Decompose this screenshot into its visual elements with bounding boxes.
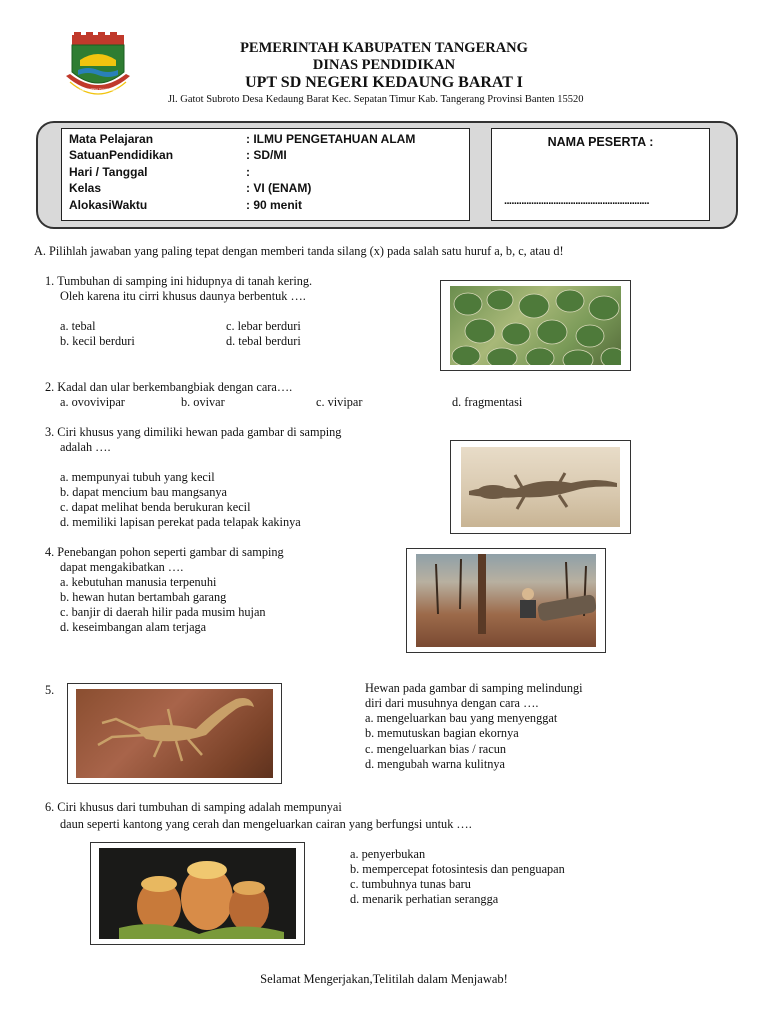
q1-option-a[interactable]: a. tebal	[60, 319, 96, 333]
q2-option-a[interactable]: a. ovovivipar	[60, 395, 125, 409]
cactus-photo-frame	[440, 280, 631, 371]
info-row	[62, 131, 469, 147]
q5-option-c[interactable]: c. mengeluarkan bias / racun	[365, 742, 507, 756]
info-row	[62, 197, 469, 213]
question-5-text: Hewan pada gambar di samping melindungi	[365, 681, 583, 695]
question-3-text: 3. Ciri khusus yang dimiliki hewan pada gambar di samping	[45, 425, 342, 439]
q1-option-d[interactable]: d. tebal berduri	[226, 334, 301, 348]
q3-option-c[interactable]: c. dapat melihat benda berukuran kecil	[60, 500, 251, 514]
question-1-text: 1. Tumbuhan di samping ini hidupnya di tanah kering.	[45, 274, 313, 288]
q4-option-c[interactable]: c. banjir di daerah hilir pada musim hujan	[60, 605, 266, 619]
info-value: : SD/MI	[246, 148, 287, 162]
q4-option-b[interactable]: b. hewan hutan bertambah garang	[60, 590, 227, 604]
q3-option-a[interactable]: a. mempunyai tubuh yang kecil	[60, 470, 215, 484]
gecko-image-icon	[461, 447, 620, 527]
logo-text: KABUPATEN TANGERANG	[77, 88, 121, 92]
info-label: SatuanPendidikan	[69, 148, 174, 162]
q1-option-b[interactable]: b. kecil berduri	[60, 334, 135, 348]
q2-option-c[interactable]: c. vivipar	[316, 395, 363, 409]
question-5-number: 5.	[45, 683, 55, 697]
q6-option-a[interactable]: a. penyerbukan	[350, 847, 426, 861]
participant-name-field[interactable]: ...........................................................	[504, 195, 649, 207]
subject-info-box	[61, 128, 470, 221]
question-3-text-cont: adalah ….	[60, 440, 111, 454]
participant-name-title: NAMA PESERTA :	[547, 135, 654, 149]
question-5-text-cont: diri dari musuhnya dengan cara ….	[365, 696, 539, 710]
info-label: Hari / Tanggal	[69, 165, 148, 179]
q5-option-d[interactable]: d. mengubah warna kulitnya	[365, 757, 506, 771]
header-line-1: PEMERINTAH KABUPATEN TANGERANG	[240, 40, 528, 56]
pitcher-plant-photo-frame	[90, 842, 305, 945]
info-value: : ILMU PENGETAHUAN ALAM	[246, 132, 416, 146]
scorpion-photo	[76, 689, 273, 778]
instruction-text: A. Pilihlah jawaban yang paling tepat dengan memberi tanda silang (x) pada salah satu huruf a, b, c, atau d!	[34, 244, 564, 258]
header-line-3: UPT SD NEGERI KEDAUNG BARAT I	[245, 74, 523, 91]
scorpion-image-icon	[76, 689, 273, 778]
q6-option-c[interactable]: c. tumbuhnya tunas baru	[350, 877, 471, 891]
logging-photo-frame	[406, 548, 606, 653]
info-row	[62, 164, 469, 180]
info-row	[62, 147, 469, 163]
info-value: : 90 menit	[246, 198, 303, 212]
q1-option-c[interactable]: c. lebar berduri	[226, 319, 301, 333]
info-label: Mata Pelajaran	[69, 132, 154, 146]
cactus-photo	[450, 286, 621, 365]
q4-option-a[interactable]: a. kebutuhan manusia terpenuhi	[60, 575, 217, 589]
info-label: Kelas	[69, 181, 102, 195]
q5-option-a[interactable]: a. mengeluarkan bau yang menyenggat	[365, 711, 558, 725]
question-4-text: 4. Penebangan pohon seperti gambar di samping	[45, 545, 284, 559]
info-row	[62, 180, 469, 196]
gecko-photo-frame	[450, 440, 631, 534]
scorpion-photo-frame	[67, 683, 282, 784]
pitcher-plant-photo	[99, 848, 296, 939]
q3-option-d[interactable]: d. memiliki lapisan perekat pada telapak kakinya	[60, 515, 301, 529]
question-6-text-cont: daun seperti kantong yang cerah dan mengeluarkan cairan yang berfungsi untuk ….	[60, 817, 472, 831]
q2-option-d[interactable]: d. fragmentasi	[452, 395, 523, 409]
cactus-image-icon	[450, 286, 621, 365]
logging-image-icon	[416, 554, 596, 647]
participant-name-box	[491, 128, 710, 221]
question-2-text: 2. Kadal dan ular berkembangbiak dengan cara….	[45, 380, 293, 394]
q3-option-b[interactable]: b. dapat mencium bau mangsanya	[60, 485, 227, 499]
header-line-2: DINAS PENDIDIKAN	[312, 57, 456, 73]
logging-photo	[416, 554, 596, 647]
gecko-photo	[461, 447, 620, 527]
pitcher-plant-image-icon	[99, 848, 296, 939]
question-6-text: 6. Ciri khusus dari tumbuhan di samping adalah mempunyai	[45, 800, 342, 814]
q2-option-b[interactable]: b. ovivar	[181, 395, 225, 409]
q6-option-d[interactable]: d. menarik perhatian serangga	[350, 892, 499, 906]
q4-option-d[interactable]: d. keseimbangan alam terjaga	[60, 620, 207, 634]
info-label: AlokasiWaktu	[69, 198, 148, 212]
question-4-text-cont: dapat mengakibatkan ….	[60, 560, 184, 574]
info-value: : VI (ENAM)	[246, 181, 312, 195]
info-value: :	[246, 165, 250, 179]
q6-option-b[interactable]: b. mempercepat fotosintesis dan penguapan	[350, 862, 565, 876]
q5-option-b[interactable]: b. memutuskan bagian ekornya	[365, 726, 519, 740]
footer-message: Selamat Mengerjakan,Telitilah dalam Menjawab!	[260, 972, 508, 986]
question-1-text-cont: Oleh karena itu cirri khusus daunya berbentuk ….	[60, 289, 306, 303]
header-address: Jl. Gatot Subroto Desa Kedaung Barat Kec. Sepatan Timur Kab. Tangerang Provinsi Banten 15520	[168, 94, 584, 105]
